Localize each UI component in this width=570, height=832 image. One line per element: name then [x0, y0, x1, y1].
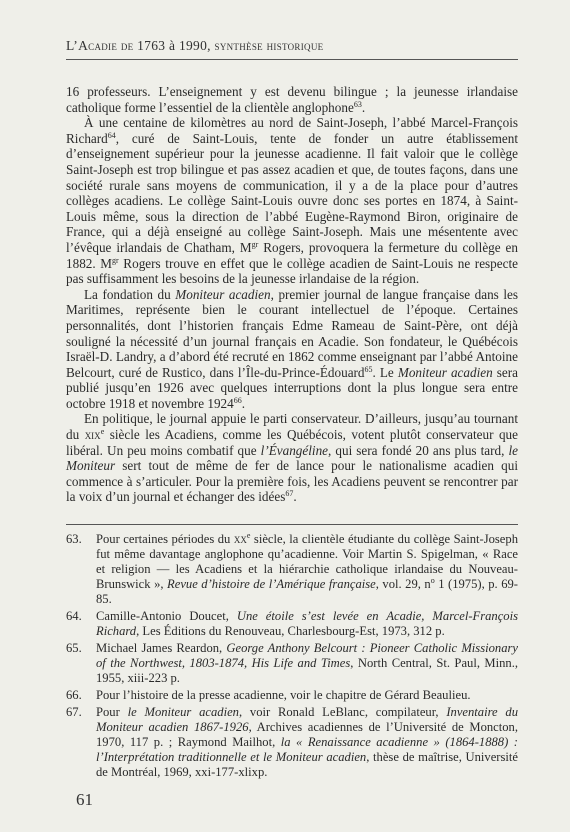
page-number: 61 [76, 790, 93, 809]
footnote-text: Pour certaines périodes du $xx^e$ siècle, la clientèle étudiante du collège Saint-Joseph fut même davantage anglophone qu’acadienne. Voir Martin S. Spigelman, « Race et religion — les Acadiens et la hiérarchie catholique irlandaise du Nouveau-Brunswick », Revue d’histoire de l’Amérique française, vol. 29, $n^o$ 1 (1975), p. 69-85. [96, 531, 518, 606]
footnote-number: 66. [66, 688, 82, 702]
footnote-ref: 65 [364, 364, 373, 374]
footnote-text: Pour l’histoire de la presse acadienne, voir le chapitre de Gérard Beaulieu. [96, 688, 471, 702]
paragraph-4: En politique, le journal appuie le parti conservateur. D’ailleurs, jusqu’au tournant du xix$^e$ siècle les Acadiens, comme les Québécois, votent plutôt conservateur que libéral. Un peu moins combatif que l’Évangéline, qui sera fondé 20 ans plus tard, le Moniteur sert tout de même de fer de lance pour le nationalisme acadien qui commence à s’articuler. Pour la première fois, les Acadiens peuvent se rencontrer par la voix d’un journal et échanger des idées$^{67}$. [66, 411, 519, 505]
footnote-ref: 66 [233, 395, 242, 405]
footnote-64 [66, 609, 518, 639]
footnote-number: 67. [66, 705, 82, 719]
header-rule [66, 59, 518, 60]
footnote-rule [66, 524, 518, 525]
footnote-number: 64. [66, 609, 82, 623]
running-head-prefix: L’A [66, 38, 89, 53]
footnote-text: Pour le Moniteur acadien, voir Ronald LeBlanc, compilateur, Inventaire du Moniteur acadien 1867-1926, Archives acadiennes de l’Université de Moncton, 1970, 117 p. ; Raymond Mailhot, la « Renaissance acadienne » (1864-1888) : l’Interprétation traditionnelle et le Moniteur acadien, thèse de maîtrise, Université de Montréal, 1969, xxi-177-xlixp. [96, 705, 519, 779]
footnote-number: 65. [66, 641, 82, 655]
footnote-ref: 67 [285, 489, 294, 499]
footnote-ref: 64 [107, 130, 116, 140]
running-head-title: cadie de [88, 38, 134, 53]
footnote-63 [66, 532, 518, 607]
footnotes [66, 532, 518, 782]
footnote-text: Camille-Antonio Doucet, Une étoile s’est levée en Acadie, Marcel-François Richard, Les Éditions du Renouveau, Charlesbourg-Est, 1973, 312 p. [96, 609, 518, 638]
running-head-years: 1763 à 1990, [133, 38, 215, 53]
running-head-subtitle: synthèse historique [214, 38, 324, 53]
footnote-number: 63. [66, 532, 82, 546]
footnote-66 [66, 688, 518, 703]
paragraph-3: La fondation du Moniteur acadien, premier journal de langue française dans les Maritimes, représente bien le courant intellectuel de l’époque. Certaines personnalités, dont l’historien français Edme Rameau de Saint-Père, ont déjà souligné la nécessité d’un journal français en Acadie. Son fondateur, le Québécois Israël-D. Landry, a d’abord été recruté en 1862 comme enseignant par l’abbé Antoine Belcourt, curé de Rustico, dans l’Île-du-Prince-Édouard$^{65}$. Le Moniteur acadien sera publié jusqu’en 1926 avec quelques interruptions dont la plus longue sera entre octobre 1918 et novembre 1924$^{66}$. [66, 286, 519, 411]
paragraph-1: 16 professeurs. L’enseignement y est devenu bilingue ; la jeunesse irlandaise catholique forme l’essentiel de la clientèle anglophone$^{63}$. [66, 84, 518, 115]
footnote-ref: 63 [353, 99, 362, 109]
running-head [66, 38, 506, 54]
paragraph-2: À une centaine de kilomètres au nord de Saint-Joseph, l’abbé Marcel-François Richard$^{64}$, curé de Saint-Louis, tente de fonder un autre établissement d’enseignement supérieur pour la jeunesse acadienne. Il fait valoir que le collège Saint-Joseph est trop bilingue et pas assez acadien et que, de toutes façons, dans une société rurale sans moyens de communication, il y a de la place pour d’autres collèges acadiens. Le collège Saint-Louis ouvre donc ses portes en 1874, à Saint-Louis même, sous la direction de l’abbé Eugène-Raymond Biron, originaire de France, qui a déjà enseigné au collège Saint-Joseph. Mais une mésentente avec l’évêque irlandais de Chatham, $M^{gr}$ Rogers, provoquera la fermeture du collège en 1882. $M^{gr}$ Rogers trouve en effet que le collège acadien de Saint-Louis ne respecte pas suffisamment les besoins de la jeunesse irlandaise de la région. [66, 115, 519, 287]
footnote-65 [66, 641, 518, 686]
footnote-67 [66, 705, 518, 780]
footnote-text: Michael James Reardon, George Anthony Belcourt : Pioneer Catholic Missionary of the Northwest, 1803-1874, His Life and Times, North Central, St. Paul, Minn., 1955, xiii-223 p. [96, 641, 518, 685]
body-text [66, 84, 518, 505]
